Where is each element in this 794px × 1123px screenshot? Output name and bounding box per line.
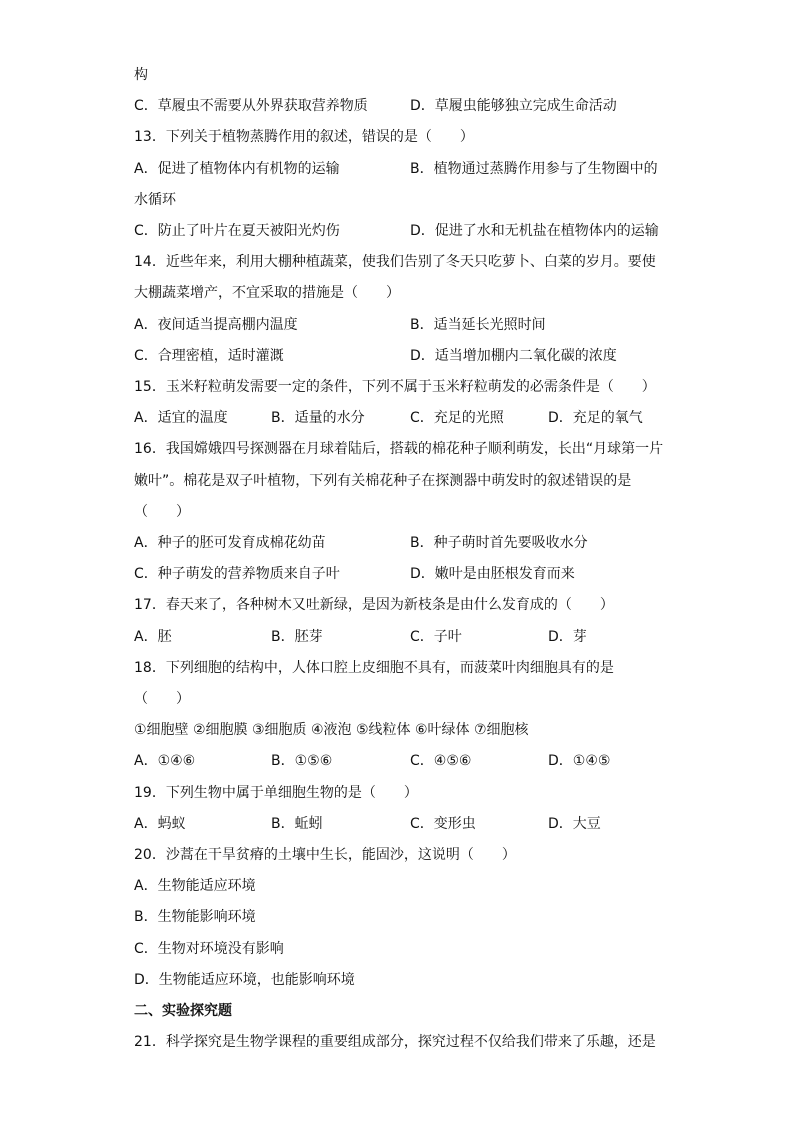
text-line: 17．春天来了，各种树木又吐新绿，是因为新枝条是由什么发育成的（ ） <box>134 597 614 614</box>
text-line: 19．下列生物中属于单细胞生物的是（ ） <box>134 784 418 801</box>
option-item: B．植物通过蒸腾作用参与了生物圈中的 <box>410 160 658 177</box>
text-line: 水循环 <box>134 191 176 208</box>
text-line: 14．近些年来，利用大棚种植蔬菜，使我们告别了冬天只吃萝卜、白菜的岁月。要使 <box>134 254 656 271</box>
text-line: （ ） <box>134 503 190 520</box>
text-line: （ ） <box>134 691 190 707</box>
option-item: A．种子的胚可发育成棉花幼苗 <box>134 535 326 551</box>
text-line: 16．我国嫦娥四号探测器在月球着陆后，搭载的棉花种子顺利萌发，长出“月球第一片 <box>134 441 664 458</box>
option-item: C．草履虫不需要从外界获取营养物质 <box>134 98 368 115</box>
option-item: B．适量的水分 <box>271 410 365 427</box>
option-item: A．①④⑥ <box>134 753 196 770</box>
text-line: 18．下列细胞的结构中，人体口腔上皮细胞不具有，而菠菜叶肉细胞具有的是 <box>134 659 614 676</box>
text-line: C．生物对环境没有影响 <box>134 940 284 957</box>
text-line: 大棚蔬菜增产，不宜采取的措施是（ ） <box>134 285 400 302</box>
option-item: D．促进了水和无机盐在植物体内的运输 <box>410 223 659 239</box>
section-heading: 二、实验探究题 <box>134 1003 232 1019</box>
option-item: B．①⑤⑥ <box>271 753 333 770</box>
option-item: A．夜间适当提高棚内温度 <box>134 316 298 333</box>
option-item: B．种子萌时首先要吸收水分 <box>410 535 588 551</box>
text-line: 15．玉米籽粒萌发需要一定的条件，下列不属于玉米籽粒萌发的必需条件是（ ） <box>134 379 656 395</box>
option-item: C．防止了叶片在夏天被阳光灼伤 <box>134 223 340 239</box>
option-item: C．合理密植，适时灌溉 <box>134 347 284 364</box>
option-item: A．胚 <box>134 628 172 645</box>
text-line: ①细胞壁 ②细胞膜 ③细胞质 ④液泡 ⑤线粒体 ⑥叶绿体 ⑦细胞核 <box>134 722 529 739</box>
option-item: A．促进了植物体内有机物的运输 <box>134 160 340 177</box>
text-line: 20．沙蒿在干旱贫瘠的土壤中生长，能固沙，这说明（ ） <box>134 847 516 863</box>
option-item: D．适当增加棚内二氧化碳的浓度 <box>410 347 617 364</box>
text-line: 构 <box>134 67 148 83</box>
option-item: C．充足的光照 <box>410 410 504 427</box>
option-item: D．大豆 <box>548 815 601 832</box>
option-item: D．草履虫能够独立完成生命活动 <box>410 98 617 115</box>
text-line: B．生物能影响环境 <box>134 909 256 926</box>
option-item: C．子叶 <box>410 628 462 645</box>
option-item: A．适宜的温度 <box>134 410 228 427</box>
option-item: A．蚂蚁 <box>134 815 186 832</box>
option-item: C．种子萌发的营养物质来自子叶 <box>134 566 340 583</box>
text-line: D．生物能适应环境，也能影响环境 <box>134 971 355 988</box>
text-line: 嫩叶”。棉花是双子叶植物，下列有关棉花种子在探测器中萌发时的叙述错误的是 <box>134 472 632 489</box>
option-item: C．④⑤⑥ <box>410 753 472 770</box>
option-item: B．适当延长光照时间 <box>410 316 546 333</box>
option-item: D．充足的氧气 <box>548 410 643 427</box>
text-line: 13．下列关于植物蒸腾作用的叙述，错误的是（ ） <box>134 129 474 146</box>
option-item: D．芽 <box>548 628 587 645</box>
text-line: 21．科学探究是生物学课程的重要组成部分，探究过程不仅给我们带来了乐趣，还是 <box>134 1034 656 1051</box>
option-item: C．变形虫 <box>410 815 476 832</box>
option-item: B．胚芽 <box>271 628 323 645</box>
text-line: A．生物能适应环境 <box>134 878 256 895</box>
option-item: B．蚯蚓 <box>271 815 323 832</box>
option-item: D．①④⑤ <box>548 753 611 770</box>
option-item: D．嫩叶是由胚根发育而来 <box>410 566 575 583</box>
